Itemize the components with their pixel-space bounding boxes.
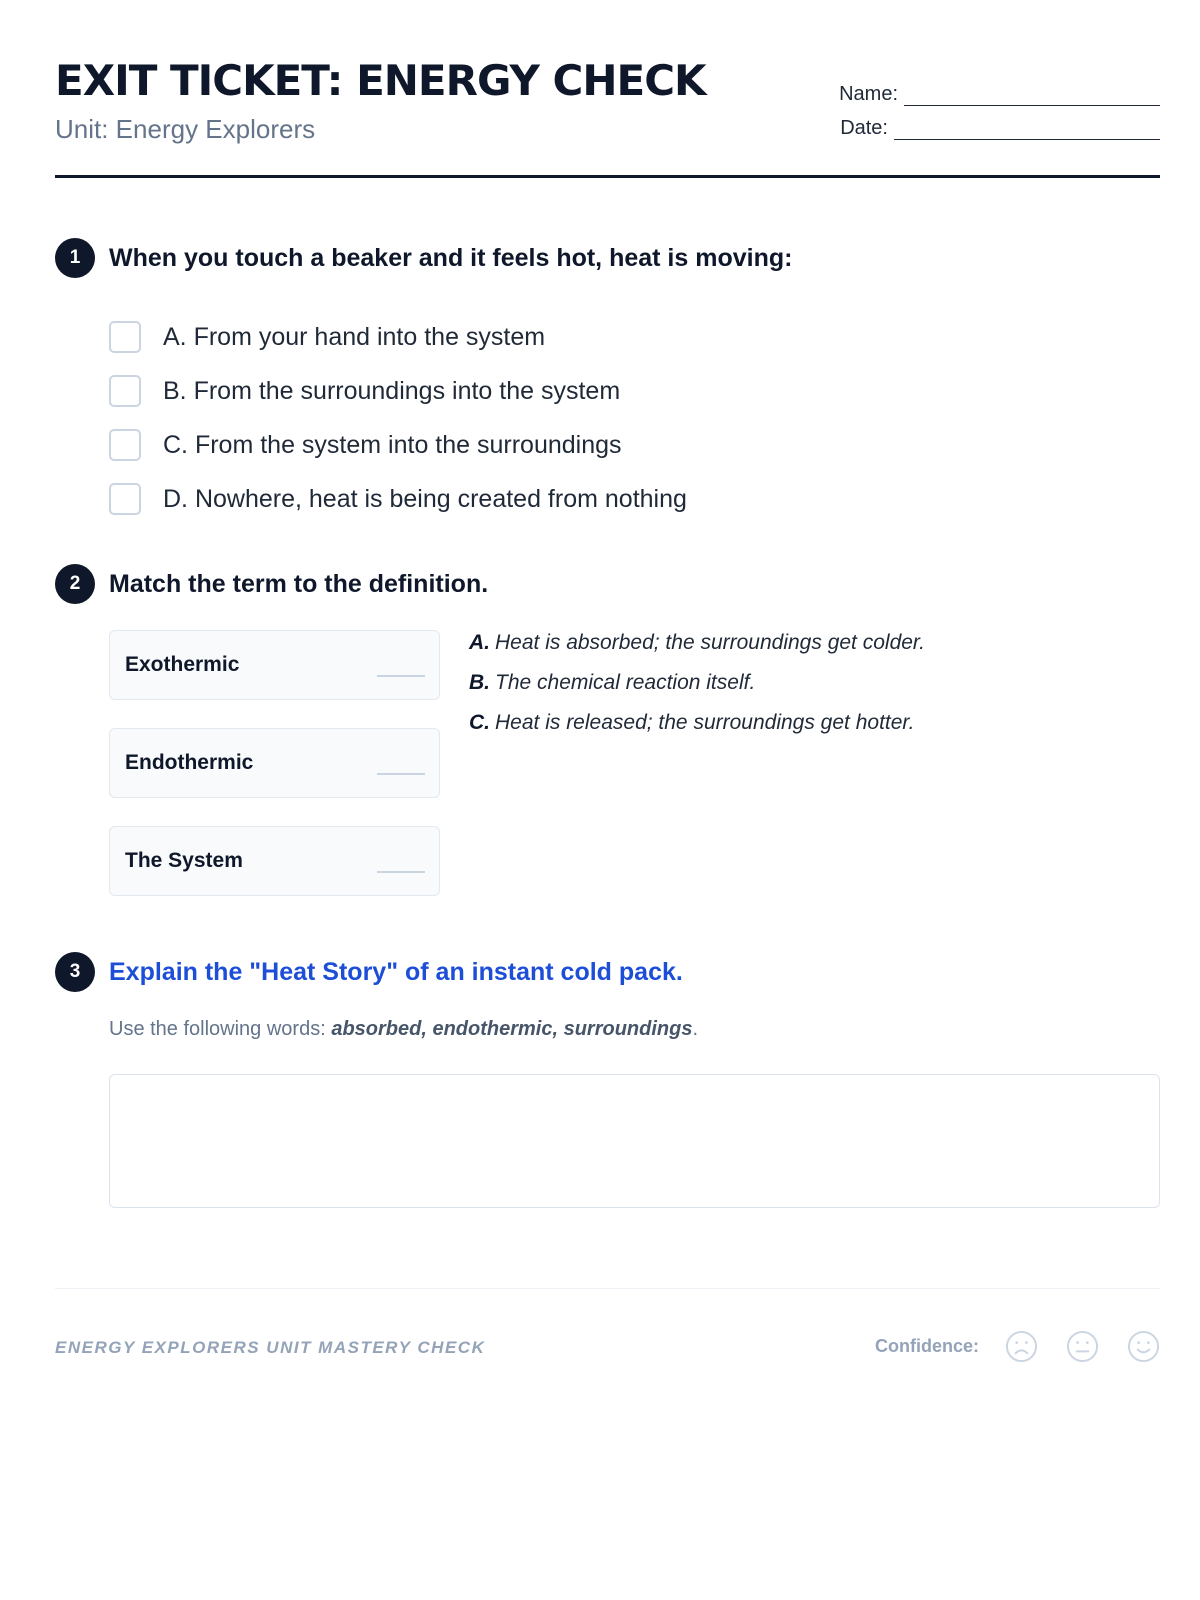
date-label: Date: (840, 117, 888, 139)
question-1-prompt: When you touch a beaker and it feels hot, heat is moving: (109, 243, 793, 272)
date-field[interactable] (894, 118, 1160, 140)
student-meta (820, 72, 1160, 140)
sad-face-icon[interactable] (1005, 1330, 1038, 1363)
definition-b (469, 668, 925, 708)
question-3-heading (55, 952, 683, 992)
footer-divider (55, 1288, 1160, 1289)
hint-suffix: . (692, 1018, 699, 1040)
name-field[interactable] (904, 84, 1160, 106)
question-number-badge: 3 (55, 952, 95, 992)
unit-subtitle: Unit: Energy Explorers (55, 114, 316, 144)
happy-face-icon[interactable] (1127, 1330, 1160, 1363)
option-b[interactable] (109, 364, 687, 418)
option-c[interactable] (109, 418, 687, 472)
option-d[interactable] (109, 472, 687, 526)
match-definitions (469, 628, 925, 748)
header (55, 56, 1160, 176)
definition-c (469, 708, 925, 748)
term-label: Endothermic (125, 751, 254, 774)
option-a[interactable] (109, 310, 687, 364)
option-b-label: B. From the surroundings into the system (163, 376, 621, 405)
question-3-answer-box[interactable] (109, 1074, 1160, 1208)
name-row (820, 72, 1160, 106)
definition-letter: C. (469, 711, 490, 734)
term-answer-blank[interactable] (377, 871, 425, 873)
worksheet-page (55, 0, 1160, 1600)
term-label: Exothermic (125, 653, 240, 676)
option-c-label: C. From the system into the surroundings (163, 430, 622, 459)
match-terms (109, 630, 440, 924)
question-1-options (109, 310, 687, 526)
term-card-exothermic (109, 630, 440, 700)
footer-caption: ENERGY EXPLORERS UNIT MASTERY CHECK (55, 1338, 486, 1357)
hint-words: absorbed, endothermic, surroundings (331, 1018, 693, 1040)
confidence-scale (875, 1330, 1160, 1363)
option-b-checkbox[interactable] (109, 375, 141, 407)
term-card-endothermic (109, 728, 440, 798)
header-divider (55, 175, 1160, 178)
definition-letter: A. (469, 631, 490, 654)
neutral-face-icon[interactable] (1066, 1330, 1099, 1363)
question-2-heading (55, 564, 488, 604)
option-a-label: A. From your hand into the system (163, 322, 546, 351)
question-number-badge: 2 (55, 564, 95, 604)
term-card-system (109, 826, 440, 896)
definition-letter: B. (469, 671, 490, 694)
question-2-prompt: Match the term to the definition. (109, 569, 489, 598)
option-d-label: D. Nowhere, heat is being created from nothing (163, 484, 687, 513)
hint-prefix: Use the following words: (109, 1018, 332, 1040)
option-d-checkbox[interactable] (109, 483, 141, 515)
confidence-label: Confidence: (874, 1336, 979, 1356)
definition-a (469, 628, 925, 668)
question-3-hint (109, 1018, 698, 1041)
option-c-checkbox[interactable] (109, 429, 141, 461)
question-3-prompt: Explain the "Heat Story" of an instant cold pack. (109, 957, 683, 986)
name-label: Name: (839, 83, 898, 105)
term-answer-blank[interactable] (377, 675, 425, 677)
question-1-heading (55, 238, 792, 278)
question-number-badge: 1 (55, 238, 95, 278)
definition-text: Heat is released; the surroundings get hotter. (495, 711, 915, 734)
date-row (820, 106, 1160, 140)
definition-text: Heat is absorbed; the surroundings get colder. (495, 631, 925, 654)
definition-text: The chemical reaction itself. (495, 671, 756, 694)
page-title: EXIT TICKET: ENERGY CHECK (55, 56, 706, 105)
term-label: The System (125, 849, 243, 872)
option-a-checkbox[interactable] (109, 321, 141, 353)
term-answer-blank[interactable] (377, 773, 425, 775)
